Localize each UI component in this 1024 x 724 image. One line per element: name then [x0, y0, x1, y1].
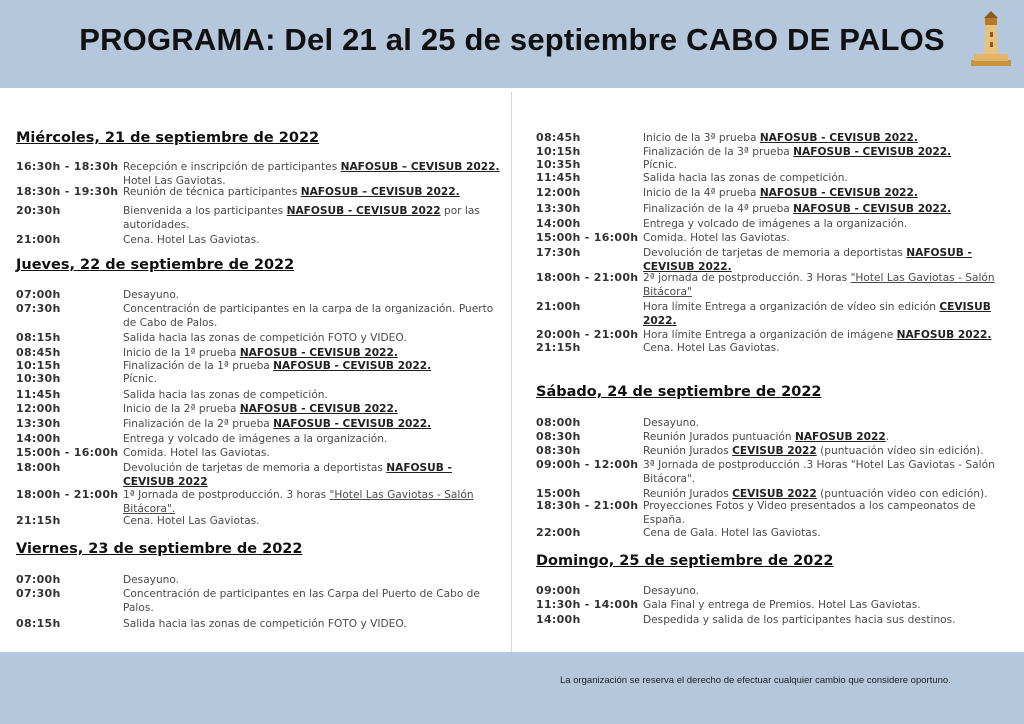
event-description	[643, 598, 1015, 612]
event-description	[643, 444, 1015, 458]
event-text: 2ª jornada de postproducción. 3 Horas	[643, 272, 851, 284]
event-description	[643, 158, 1015, 172]
event-description	[123, 446, 506, 460]
day-heading: Jueves, 22 de septiembre de 2022	[16, 257, 295, 273]
event-description	[643, 186, 1015, 200]
event-time: 21:00h	[536, 300, 581, 313]
event-time: 08:00h	[536, 416, 581, 429]
event-championship-name: CEVISUB 2022.	[643, 301, 991, 327]
event-description	[643, 458, 1015, 486]
event-time: 08:30h	[536, 430, 581, 443]
event-time: 07:30h	[16, 302, 61, 315]
column-divider	[511, 92, 512, 652]
event-text: Inicio de la 1ª prueba	[123, 347, 240, 359]
event-time: 13:30h	[16, 417, 61, 430]
event-time: 08:15h	[16, 331, 61, 344]
event-text: Hora límite Entrega a organización de vídeo sin edición	[643, 301, 940, 313]
event-description	[123, 587, 506, 615]
event-description	[643, 430, 1015, 444]
day-heading: Sábado, 24 de septiembre de 2022	[536, 384, 822, 400]
event-time: 14:00h	[536, 217, 581, 230]
event-description	[643, 526, 1015, 540]
event-description	[643, 231, 1015, 245]
event-text-after: (puntuación vídeo sin edición).	[816, 445, 984, 457]
event-time: 08:45h	[536, 131, 581, 144]
event-description	[123, 573, 506, 587]
event-championship-name: CEVISUB 2022	[732, 445, 817, 457]
event-description	[643, 499, 1015, 527]
day-heading: Domingo, 25 de septiembre de 2022	[536, 553, 834, 569]
event-text: Salida hacia las zonas de competición.	[123, 389, 328, 401]
event-text: Devolución de tarjetas de memoria a deportistas	[123, 462, 387, 474]
event-time: 18:30h - 21:00h	[536, 499, 639, 512]
event-time: 10:35h	[536, 158, 581, 171]
event-time: 12:00h	[536, 186, 581, 199]
event-description	[123, 417, 506, 431]
event-description	[643, 171, 1015, 185]
event-description	[123, 302, 506, 330]
event-description	[643, 202, 1015, 216]
event-text: Comida. Hotel las Gaviotas.	[643, 232, 790, 244]
event-championship-name: NAFOSUB - CEVISUB 2022	[286, 205, 441, 217]
event-description	[643, 584, 1015, 598]
event-text-after: (puntuación video con edición).	[816, 488, 988, 500]
event-time: 15:00h	[536, 487, 581, 500]
event-description	[123, 160, 506, 188]
event-text: Gala Final y entrega de Premios. Hotel Las Gaviotas.	[643, 599, 921, 611]
event-time: 08:30h	[536, 444, 581, 457]
event-championship-name: NAFOSUB - CEVISUB 2022.	[793, 146, 952, 158]
event-description	[123, 488, 506, 516]
lighthouse-icon	[968, 8, 1014, 68]
event-text: Finalización de la 1ª prueba	[123, 360, 274, 372]
event-text: Despedida y salida de los participantes hacia sus destinos.	[643, 614, 956, 626]
event-time: 20:00h - 21:00h	[536, 328, 639, 341]
event-championship-name: NAFOSUB 2022.	[896, 329, 992, 341]
event-description	[123, 233, 506, 247]
event-description	[643, 131, 1015, 145]
event-text: Finalización de la 2ª prueba	[123, 418, 274, 430]
event-text: Finalización de la 3ª prueba	[643, 146, 794, 158]
event-text: Hora límite Entrega a organización de imágene	[643, 329, 897, 341]
event-text: Entrega y volcado de imágenes a la organización.	[643, 218, 908, 230]
event-text: 3ª Jornada de postproducción .3 Horas "Hotel Las Gaviotas - Salón Bitácora".	[643, 459, 995, 485]
event-championship-name: NAFOSUB - CEVISUB 2022.	[239, 347, 398, 359]
event-description	[643, 217, 1015, 231]
event-time: 14:00h	[536, 613, 581, 626]
event-text: Salida hacia las zonas de competición FOTO y VIDEO.	[123, 332, 407, 344]
event-time: 17:30h	[536, 246, 581, 259]
event-text: Reunión Jurados	[643, 488, 733, 500]
event-time: 10:15h	[16, 359, 61, 372]
event-description	[123, 331, 506, 345]
event-description	[643, 613, 1015, 627]
event-championship-name: NAFOSUB 2022	[794, 431, 886, 443]
event-time: 16:30h - 18:30h	[16, 160, 119, 173]
event-time: 21:00h	[16, 233, 61, 246]
event-text: Cena. Hotel Las Gaviotas.	[643, 342, 780, 354]
event-time: 11:45h	[16, 388, 61, 401]
event-time: 18:00h	[16, 461, 61, 474]
event-description	[123, 461, 506, 489]
event-description	[643, 328, 1015, 342]
event-venue-link: "Hotel Las Gaviotas - Salón Bitácora"	[643, 272, 995, 298]
event-description	[123, 185, 506, 199]
event-time: 07:30h	[16, 587, 61, 600]
event-time: 11:30h - 14:00h	[536, 598, 639, 611]
event-time: 09:00h - 12:00h	[536, 458, 639, 471]
event-time: 22:00h	[536, 526, 581, 539]
event-time: 10:30h	[16, 372, 61, 385]
event-venue-link: "Hotel Las Gaviotas - Salón Bitácora".	[123, 489, 474, 515]
event-text: Reunión de técnica participantes	[123, 186, 301, 198]
event-text: Salida hacia las zonas de competición FOTO y VIDEO.	[123, 618, 407, 630]
event-text: Inicio de la 2ª prueba	[123, 403, 240, 415]
event-time: 21:15h	[16, 514, 61, 527]
event-time: 11:45h	[536, 171, 581, 184]
event-text-after: por las autoridades.	[123, 205, 480, 231]
event-time: 12:00h	[16, 402, 61, 415]
event-description	[123, 359, 506, 373]
event-time: 07:00h	[16, 573, 61, 586]
event-time: 10:15h	[536, 145, 581, 158]
event-description	[643, 271, 1015, 299]
event-time: 14:00h	[16, 432, 61, 445]
event-description	[123, 372, 506, 386]
day-heading: Viernes, 23 de septiembre de 2022	[16, 541, 303, 557]
event-time: 13:30h	[536, 202, 581, 215]
event-championship-name: NAFOSUB - CEVISUB 2022.	[793, 203, 952, 215]
event-description	[123, 432, 506, 446]
event-text-after: .	[885, 431, 890, 443]
event-championship-name: NAFOSUB - CEVISUB 2022.	[273, 418, 432, 430]
event-text: 1ª Jornada de postproducción. 3 horas	[123, 489, 330, 501]
event-text: Salida hacia las zonas de competición.	[643, 172, 848, 184]
event-text: Inicio de la 4ª prueba	[643, 187, 760, 199]
event-text-after: Hotel Las Gaviotas.	[123, 175, 226, 187]
event-description	[123, 617, 506, 631]
event-time: 18:00h - 21:00h	[16, 488, 119, 501]
event-text: Reunión Jurados puntuación	[643, 431, 795, 443]
event-description	[643, 300, 1015, 328]
event-text: Proyecciones Fotos y Video presentados a los campeonatos de España.	[643, 500, 976, 526]
event-time: 20:30h	[16, 204, 61, 217]
event-description	[123, 388, 506, 402]
event-time: 15:00h - 16:00h	[536, 231, 639, 244]
day-heading: Miércoles, 21 de septiembre de 2022	[16, 130, 320, 146]
event-description	[123, 204, 506, 232]
page-title: PROGRAMA: Del 21 al 25 de septiembre CABO DE PALOS	[79, 22, 945, 57]
event-time: 15:00h - 16:00h	[16, 446, 119, 459]
event-description	[123, 402, 506, 416]
event-championship-name: NAFOSUB - CEVISUB 2022.	[239, 403, 398, 415]
event-championship-name: NAFOSUB – CEVISUB 2022.	[340, 161, 500, 173]
event-championship-name: NAFOSUB - CEVISUB 2022.	[643, 247, 972, 273]
event-championship-name: NAFOSUB - CEVISUB 2022.	[273, 360, 432, 372]
event-championship-name: NAFOSUB - CEVISUB 2022.	[759, 132, 918, 144]
event-text: Bienvenida a los participantes	[123, 205, 287, 217]
event-text: Devolución de tarjetas de memoria a deportistas	[643, 247, 907, 259]
event-text: Concentración de participantes en las Carpa del Puerto de Cabo de Palos.	[123, 588, 480, 614]
event-description	[123, 346, 506, 360]
event-time: 18:00h - 21:00h	[536, 271, 639, 284]
event-time: 09:00h	[536, 584, 581, 597]
footer-band	[0, 652, 1024, 724]
event-text: Desayuno.	[643, 585, 700, 597]
event-description	[643, 246, 1015, 274]
event-text: Concentración de participantes en la carpa de la organización. Puerto de Cabo de Palos.	[123, 303, 494, 329]
event-text: Entrega y volcado de imágenes a la organización.	[123, 433, 388, 445]
event-time: 08:45h	[16, 346, 61, 359]
event-description	[643, 145, 1015, 159]
event-time: 08:15h	[16, 617, 61, 630]
event-text: Finalización de la 4ª prueba	[643, 203, 794, 215]
event-text: Desayuno.	[123, 289, 180, 301]
event-text: Comida. Hotel las Gaviotas.	[123, 447, 270, 459]
event-championship-name: NAFOSUB - CEVISUB 2022.	[759, 187, 918, 199]
event-text: Reunión Jurados	[643, 445, 733, 457]
event-description	[643, 416, 1015, 430]
event-text: Cena. Hotel Las Gaviotas.	[123, 234, 260, 246]
event-time: 07:00h	[16, 288, 61, 301]
event-text: Desayuno.	[123, 574, 180, 586]
footer-note: La organización se reserva el derecho de efectuar cualquier cambio que considere oportuno.	[560, 675, 951, 686]
event-text: Cena de Gala. Hotel las Gaviotas.	[643, 527, 821, 539]
event-text: Cena. Hotel Las Gaviotas.	[123, 515, 260, 527]
event-text: Desayuno.	[643, 417, 700, 429]
event-text: Recepción e inscripción de participantes	[123, 161, 341, 173]
event-description	[123, 288, 506, 302]
event-text: Pícnic.	[123, 373, 158, 385]
event-championship-name: NAFOSUB - CEVISUB 2022	[123, 462, 452, 488]
event-time: 21:15h	[536, 341, 581, 354]
event-text: Inicio de la 3ª prueba	[643, 132, 760, 144]
event-description	[123, 514, 506, 528]
event-text: Pícnic.	[643, 159, 678, 171]
event-description	[643, 341, 1015, 355]
event-time: 18:30h - 19:30h	[16, 185, 119, 198]
event-championship-name: NAFOSUB – CEVISUB 2022.	[300, 186, 460, 198]
event-championship-name: CEVISUB 2022	[732, 488, 817, 500]
